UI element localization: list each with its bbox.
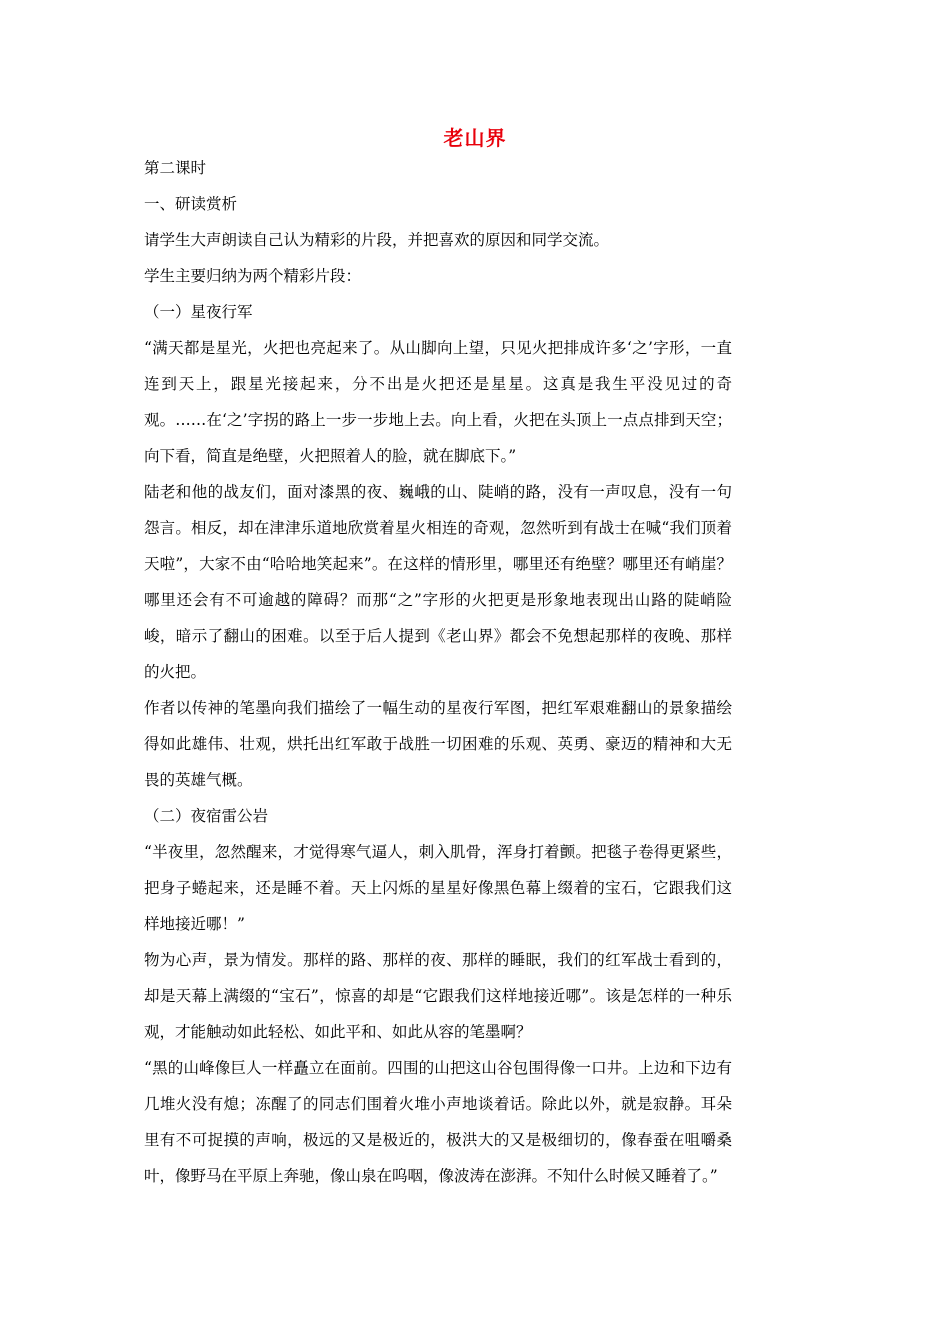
document-title: 老山界 [443,126,507,150]
paragraph-analysis-3: 物为心声，景为情发。那样的路、那样的夜、那样的睡眠，我们的红军战士看到的，却是天幕上满缀的“宝石”，惊喜的却是“它跟我们这样地接近哪”。该是怎样的一种乐观，才能触动如此轻松、如此平和、如此从容的笔墨啊？ [144,951,732,1041]
subheading-night-march: （一）星夜行军 [144,303,253,321]
lesson-label: 第二课时 [144,159,207,177]
section-heading-study: 一、研读赏析 [144,195,238,213]
paragraph-instruction: 请学生大声朗读自己认为精彩的片段，并把喜欢的原因和同学交流。 [144,231,610,249]
paragraph-summary: 学生主要归纳为两个精彩片段： [144,267,362,285]
paragraph-analysis-1: 陆老和他的战友们，面对漆黑的夜、巍峨的山、陡峭的路，没有一声叹息，没有一句怨言。相反，却在津津乐道地欣赏着星火相连的奇观，忽然听到有战士在喊“我们顶着天啦”，大家不由“哈哈地笑起来”。在这样的情形里，哪里还有绝壁？哪里还有峭崖？哪里还会有不可逾越的障碍？而那“之”字形的火把更是形象地表现出山路的陡峭险峻，暗示了翻山的困难。以至于后人提到《老山界》都会不免想起那样的夜晚、那样的火把。 [144,483,732,681]
quote-mountain-night: “黑的山峰像巨人一样矗立在面前。四围的山把这山谷包围得像一口井。上边和下边有几堆火没有熄；冻醒了的同志们围着火堆小声地谈着话。除此以外，就是寂静。耳朵里有不可捉摸的声响，极远的又是极近的，极洪大的又是极细切的，像春蚕在咀嚼桑叶，像野马在平原上奔驰，像山泉在呜咽，像波涛在澎湃。不知什么时候又睡着了。” [144,1059,732,1185]
document-body [144,150,732,1194]
subheading-leigong-rock: （二）夜宿雷公岩 [144,807,269,825]
quote-midnight: “半夜里，忽然醒来，才觉得寒气逼人，刺入肌骨，浑身打着颤。把毯子卷得更紧些，把身子蜷起来，还是睡不着。天上闪烁的星星好像黑色幕上缀着的宝石，它跟我们这样地接近哪！” [144,843,732,933]
paragraph-analysis-2: 作者以传神的笔墨向我们描绘了一幅生动的星夜行军图，把红军艰难翻山的景象描绘得如此雄伟、壮观，烘托出红军敢于战胜一切困难的乐观、英勇、豪迈的精神和大无畏的英雄气概。 [144,699,732,789]
quote-night-march: “满天都是星光，火把也亮起来了。从山脚向上望，只见火把排成许多‘之’字形，一直连到天上，跟星光接起来，分不出是火把还是星星。这真是我生平没见过的奇观。……在‘之’字拐的路上一步一步地上去。向上看，火把在头顶上一点点排到天空；向下看，简直是绝壁，火把照着人的脸，就在脚底下。” [144,339,732,465]
